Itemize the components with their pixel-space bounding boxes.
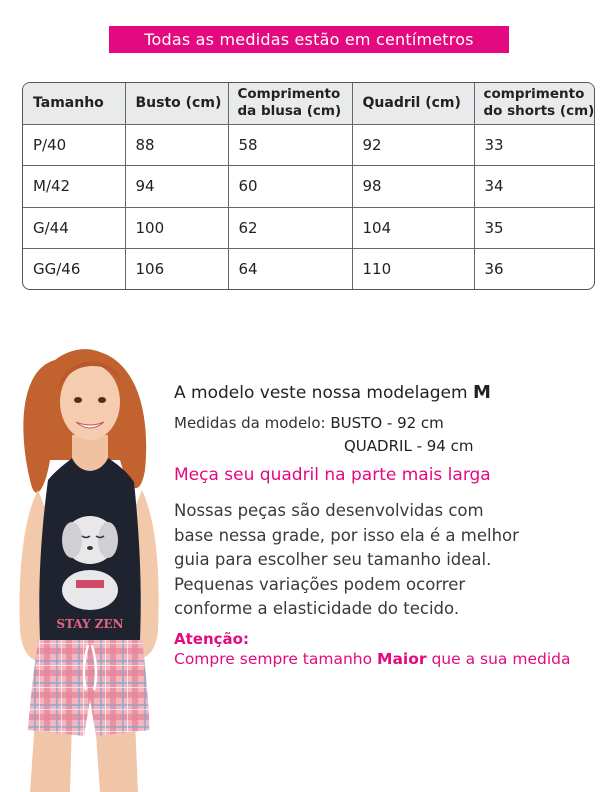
paragraph-line: base nessa grade, por isso ela é a melhor [174,525,519,545]
header-busto: Busto (cm) [125,83,228,124]
cell-hip: 92 [352,124,474,166]
size-table [22,82,595,290]
model-photo [0,340,170,792]
table-row [23,207,595,249]
cell-top-length: 62 [228,207,352,249]
header-quadril: Quadril (cm) [352,83,474,124]
cell-size: P/40 [23,124,125,166]
cell-top-length: 58 [228,124,352,166]
paragraph-line: conforme a elasticidade do tecido. [174,599,460,618]
cell-bust: 100 [125,207,228,249]
model-measures-line: Medidas da modelo: BUSTO - 92 cm [174,414,444,432]
cell-hip: 98 [352,166,474,208]
header-tamanho: Tamanho [23,83,125,124]
attention-emphasis: Maior [377,650,427,668]
model-wears-line: A modelo veste nossa modelagem M [174,382,491,403]
header-comprimento-blusa: Comprimento da blusa (cm) [228,83,352,124]
cell-shorts-length: 34 [474,166,595,208]
header-comprimento-shorts: comprimento do shorts (cm) [474,83,595,124]
attention-message: Compre sempre tamanho Maior que a sua medida [174,650,571,668]
table-header-row [23,83,595,124]
table-row [23,166,595,208]
cell-hip: 104 [352,207,474,249]
units-banner: Todas as medidas estão em centímetros [109,26,509,53]
cell-top-length: 60 [228,166,352,208]
cell-size: G/44 [23,207,125,249]
table-row [23,124,595,166]
cell-top-length: 64 [228,249,352,289]
model-hip: QUADRIL - 94 cm [344,437,474,455]
cell-shorts-length: 36 [484,260,504,279]
cell-size: M/42 [23,166,125,208]
size-guide-paragraph [174,499,519,622]
cell-hip: 110 [352,249,474,289]
shirt-print-text: STAY ZEN [56,617,124,631]
paragraph-line: Nossas peças são desenvolvidas com [174,501,484,520]
paragraph-line: guia para escolher seu tamanho ideal. [174,550,492,569]
attention-title: Atenção: [174,630,249,648]
table-row [23,249,595,289]
cell-bust: 88 [125,124,228,166]
cell-bust: 106 [125,249,228,289]
cell-shorts-length: 33 [474,124,595,166]
paragraph-line: Pequenas variações podem ocorrer [174,574,466,594]
cell-bust: 94 [125,166,228,208]
model-bust: BUSTO - 92 cm [330,414,444,432]
model-wears-size: M [472,382,491,403]
hip-tip: Meça seu quadril na parte mais larga [174,465,491,485]
cell-shorts-length: 35 [474,207,595,249]
cell-size: GG/46 [23,249,125,289]
